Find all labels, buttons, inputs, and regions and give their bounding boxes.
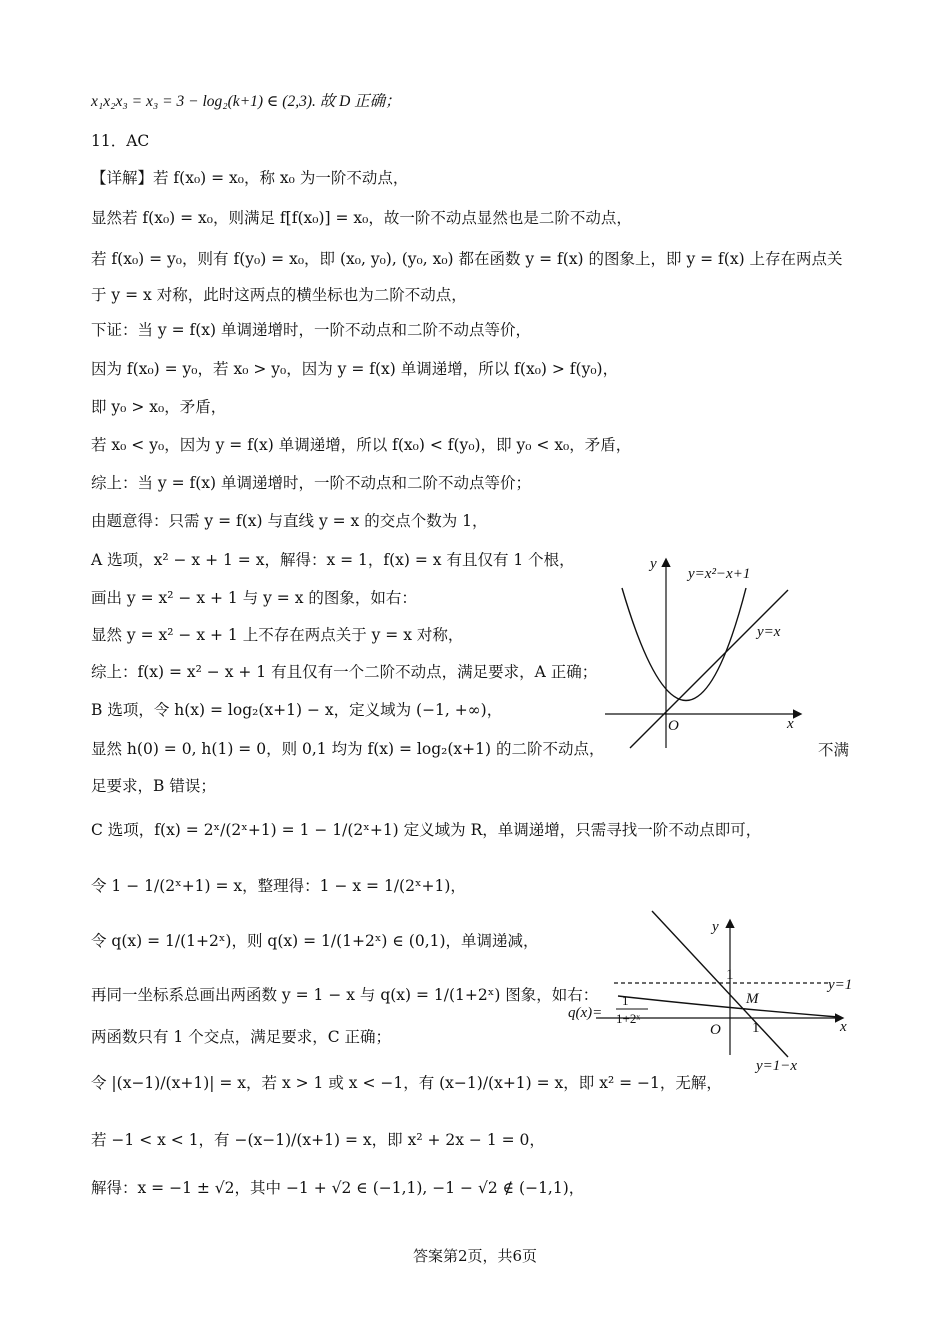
line-25: 令 |(x−1)/(x+1)| = x，若 x > 1 或 x < −1，有 (x−1)/(x+1) = x，即 x² = −1，无解，: [91, 1074, 722, 1092]
line-20: C 选项，f(x) = 2ˣ/(2ˣ+1) = 1 − 1/(2ˣ+1) 定义域为 R，单调递增，只需寻找一阶不动点即可，: [91, 821, 762, 839]
line-13: A 选项，x² − x + 1 = x，解得：x = 1，f(x) = x 有且仅有 1 个根，: [91, 551, 575, 569]
line-23: 再同一坐标系总画出两函数 y = 1 − x 与 q(x) = 1/(1+2ˣ) 图象，如右：: [91, 986, 599, 1004]
fig1-y-label: y: [650, 556, 657, 572]
side-text: 不满: [818, 741, 850, 759]
line-22: 令 q(x) = 1/(1+2ˣ)，则 q(x) = 1/(1+2ˣ) ∈ (0,1)，单调递减，: [91, 932, 539, 950]
line-21: 令 1 − 1/(2ˣ+1) = x，整理得：1 − x = 1/(2ˣ+1)，: [91, 877, 466, 895]
line-11: 综上：当 y = f(x) 单调递增时，一阶不动点和二阶不动点等价；: [91, 474, 532, 492]
fig2-origin: O: [710, 1022, 721, 1038]
line-5: 若 f(x₀) = y₀，则有 f(y₀) = x₀，即 (x₀, y₀), (y₀, x₀) 都在函数 y = f(x) 的图象上，即 y = f(x) 上存在两点关: [91, 250, 843, 268]
line-26: 若 −1 < x < 1，有 −(x−1)/(x+1) = x，即 x² + 2x − 1 = 0，: [91, 1131, 545, 1149]
fig2-q-num: 1: [622, 993, 629, 1008]
line-15: 显然 y = x² − x + 1 上不存在两点关于 y = x 对称，: [91, 626, 464, 644]
fig2-q-label: q(x)=: [568, 1005, 603, 1021]
fig2-line-label: y=1−x: [756, 1058, 798, 1074]
curve-q: [618, 996, 838, 1017]
line-8: 因为 f(x₀) = y₀，若 x₀ > y₀，因为 y = f(x) 单调递增，所以 f(x₀) > f(y₀)，: [91, 360, 619, 378]
line-9: 即 y₀ > x₀，矛盾，: [91, 398, 227, 416]
page-footer: 答案第2页，共6页: [412, 1247, 538, 1265]
line-17: B 选项，令 h(x) = log₂(x+1) − x，定义域为 (−1, +∞)，: [91, 701, 503, 719]
line-2: 11．AC: [91, 132, 150, 150]
fig1-curve-label: y=x²−x+1: [688, 566, 751, 582]
fig1-x-label: x: [787, 716, 794, 732]
line-7: 下证：当 y = f(x) 单调递增时，一阶不动点和二阶不动点等价，: [91, 321, 532, 339]
line-18: 显然 h(0) = 0, h(1) = 0，则 0,1 均为 f(x) = log₂(x+1) 的二阶不动点，: [91, 740, 605, 758]
line-12: 由题意得：只需 y = f(x) 与直线 y = x 的交点个数为 1，: [91, 512, 488, 530]
fig1-origin: O: [668, 718, 679, 734]
fig2-point-m: M: [746, 991, 759, 1007]
line-1: x₁x₂x₃ = x₃ = 3 − log₂(k+1) ∈ (2,3). 故 D 正确；: [91, 93, 401, 110]
line-19: 足要求，B 错误；: [91, 777, 216, 795]
figure-intersection: [566, 905, 866, 1080]
line-27: 解得：x = −1 ± √2，其中 −1 + √2 ∈ (−1,1), −1 − √2 ∉ (−1,1)，: [91, 1179, 585, 1197]
fig2-one-y: 1: [726, 967, 734, 983]
parabola-curve: [622, 588, 746, 701]
line-4: 显然若 f(x₀) = x₀，则满足 f[f(x₀)] = x₀，故一阶不动点显然也是二阶不动点，: [91, 209, 632, 227]
fig1-line-label: y=x: [757, 624, 781, 640]
fig2-y1-label: y=1: [828, 977, 853, 993]
line-6: 于 y = x 对称，此时这两点的横坐标也为二阶不动点，: [91, 286, 467, 304]
fig2-x-label: x: [840, 1019, 847, 1035]
line-10: 若 x₀ < y₀，因为 y = f(x) 单调递增，所以 f(x₀) < f(y₀)，即 y₀ < x₀，矛盾，: [91, 436, 632, 454]
line-y-equals-x: [630, 590, 788, 748]
line-24: 两函数只有 1 个交点，满足要求，C 正确；: [91, 1028, 392, 1046]
fig2-y-label: y: [712, 919, 719, 935]
line-16: 综上：f(x) = x² − x + 1 有且仅有一个二阶不动点，满足要求，A 正确；: [91, 663, 598, 681]
line-3: 【详解】若 f(x₀) = x₀，称 x₀ 为一阶不动点，: [91, 169, 409, 187]
fig2-one-x: 1: [752, 1020, 760, 1036]
line-14: 画出 y = x² − x + 1 与 y = x 的图象，如右：: [91, 589, 417, 607]
figure-parabola: [600, 548, 820, 758]
fig2-q-den: 1+2ˣ: [616, 1011, 641, 1026]
